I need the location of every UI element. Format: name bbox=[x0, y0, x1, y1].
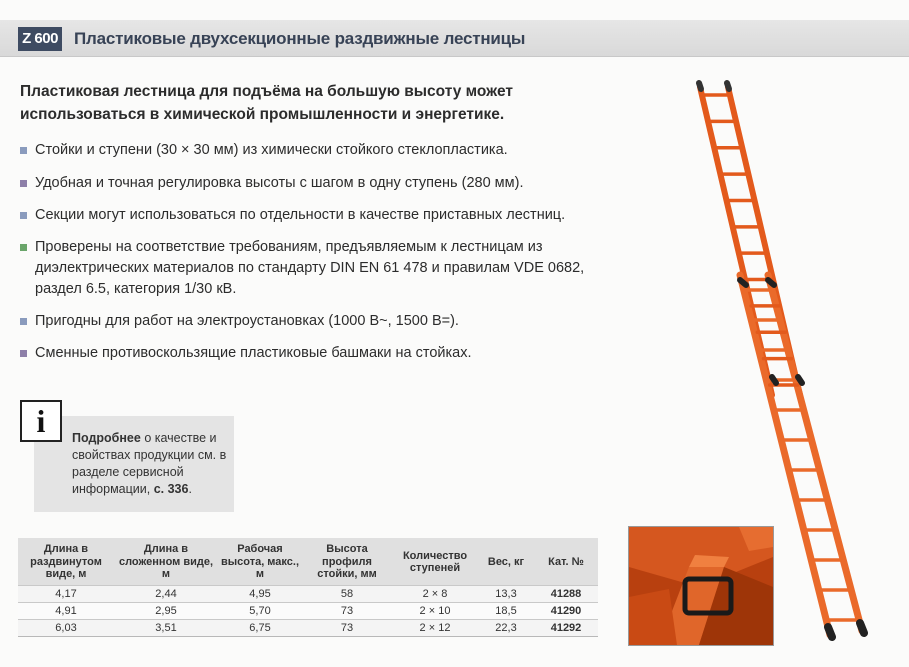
table-cell: 4,95 bbox=[218, 586, 302, 603]
table-cell: 2,44 bbox=[114, 586, 218, 603]
column-header: Длина в раздвинутом виде, м bbox=[18, 538, 114, 586]
column-header: Кат. № bbox=[534, 538, 598, 586]
table-cell: 22,3 bbox=[478, 620, 534, 637]
feature-item: Стойки и ступени (30 × 30 мм) из химически стойкого стеклопластика. bbox=[20, 140, 620, 161]
table-row bbox=[18, 586, 598, 603]
ladder-detail-photo bbox=[628, 526, 774, 646]
ladder-clamp bbox=[740, 280, 746, 285]
bullet-square-icon bbox=[20, 180, 27, 187]
table-cell: 4,17 bbox=[18, 586, 114, 603]
section-header bbox=[0, 20, 909, 57]
catalog-number: 41292 bbox=[534, 620, 598, 637]
ladder-foot bbox=[860, 623, 864, 633]
table-cell: 58 bbox=[302, 586, 392, 603]
table-cell: 4,91 bbox=[18, 603, 114, 620]
specs-table bbox=[18, 538, 598, 637]
feature-item: Сменные противоскользящие пластиковые башмаки на стойках. bbox=[20, 343, 620, 364]
bullet-square-icon bbox=[20, 318, 27, 325]
product-code-badge: Z 600 bbox=[18, 27, 62, 51]
ladder-cap bbox=[727, 83, 729, 89]
bullet-square-icon bbox=[20, 350, 27, 357]
column-header: Длина в сложенном виде, м bbox=[114, 538, 218, 586]
table-header-row bbox=[18, 538, 598, 586]
column-header: Вес, кг bbox=[478, 538, 534, 586]
feature-item: Удобная и точная регулировка высоты с шагом в одну ступень (280 мм). bbox=[20, 173, 620, 194]
feature-list bbox=[20, 140, 620, 375]
lead-paragraph: Пластиковая лестница для подъёма на большую высоту может использоваться в химической промышленности и энергетике. bbox=[20, 83, 513, 123]
column-header: Рабочая высота, макс., м bbox=[218, 538, 302, 586]
feature-item: Секции могут использоваться по отдельности в качестве приставных лестниц. bbox=[20, 205, 620, 226]
bullet-square-icon bbox=[20, 244, 27, 251]
table-cell: 73 bbox=[302, 620, 392, 637]
table-row bbox=[18, 620, 598, 637]
section-title: Пластиковые двухсекционные раздвижные лестницы bbox=[74, 29, 526, 48]
table-cell: 3,51 bbox=[114, 620, 218, 637]
table-row bbox=[18, 603, 598, 620]
info-icon: i bbox=[20, 400, 62, 442]
table-cell: 2 × 12 bbox=[392, 620, 478, 637]
ladder-clamp bbox=[768, 280, 774, 285]
feature-item: Пригодны для работ на электроустановках (1000 В~, 1500 В=). bbox=[20, 311, 620, 332]
table-cell: 6,03 bbox=[18, 620, 114, 637]
ladder-foot bbox=[828, 627, 832, 637]
column-header: Высота профиля стойки, мм bbox=[302, 538, 392, 586]
catalog-number: 41288 bbox=[534, 586, 598, 603]
bullet-square-icon bbox=[20, 147, 27, 154]
catalog-number: 41290 bbox=[534, 603, 598, 620]
bullet-square-icon bbox=[20, 212, 27, 219]
ladder-cap bbox=[699, 83, 701, 89]
table-cell: 2 × 10 bbox=[392, 603, 478, 620]
ladder-clamp bbox=[798, 377, 802, 383]
table-cell: 6,75 bbox=[218, 620, 302, 637]
table-cell: 2,95 bbox=[114, 603, 218, 620]
table-cell: 73 bbox=[302, 603, 392, 620]
table-cell: 5,70 bbox=[218, 603, 302, 620]
ladder-clamp bbox=[772, 377, 776, 383]
table-cell: 2 × 8 bbox=[392, 586, 478, 603]
table-cell: 13,3 bbox=[478, 586, 534, 603]
column-header: Количество ступеней bbox=[392, 538, 478, 586]
table-cell: 18,5 bbox=[478, 603, 534, 620]
feature-item: Проверены на соответствие требованиям, предъявляемым к лестницам из диэлектрических материалов по стандарту DIN EN 61 478 и правилам VDE 0682, раздел 6.5, категория 1/30 кВ. bbox=[20, 237, 620, 300]
info-text: Подробнее о качестве и свойствах продукции см. в разделе сервисной информации, с. 336. bbox=[72, 431, 227, 496]
